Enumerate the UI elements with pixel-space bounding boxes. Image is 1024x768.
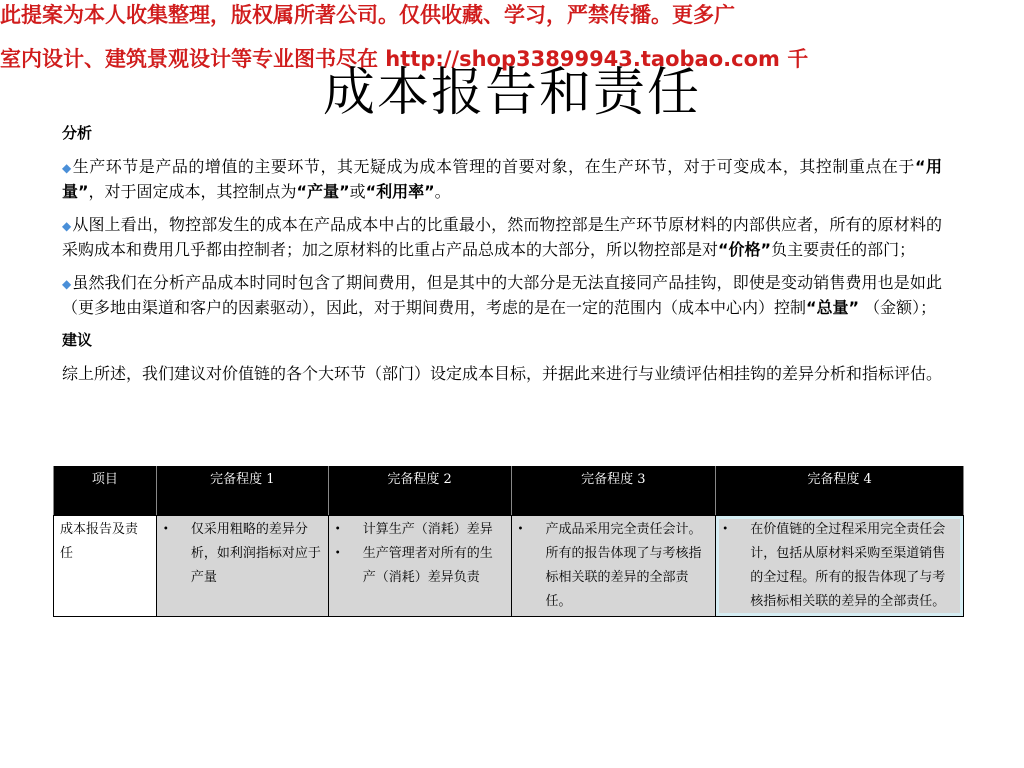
analysis-paragraph-1 [62,155,942,203]
level-4-cell [716,516,964,617]
analysis-paragraph-3 [62,271,942,319]
analysis-p1-emphasis-2: “产量” [296,182,350,201]
header-level-4: 完备程度 4 [716,466,964,516]
bullet-dot-icon: • [722,524,729,535]
level-1-cell [156,516,328,617]
recommendation-text: 综上所述，我们建议对价值链的各个大环节（部门）设定成本目标，并据此来进行与业绩评估相挂钩的差异分析和指标评估。 [62,364,943,383]
list-item-text: 产成品采用完全责任会计。所有的报告体现了与考核指标相关联的差异的全部责任。 [545,522,702,609]
analysis-p3-text-2: （金额）； [864,298,937,317]
list-item [335,518,505,542]
list-item [335,542,505,590]
content-body [62,122,942,395]
bullet-dot-icon: • [334,524,341,535]
level-3-list [518,518,710,614]
analysis-p2-text-1: 从图上看出，物控部发生的成本在产品成本中占的比重最小，然而物控部是生产环节原材料的内部供应者，所有的原材料的采购成本和费用几乎都由控制者；加之原材料的比重占产品总成本的大部分，所以物控部是对 [62,215,942,259]
diamond-bullet-icon: ◆ [62,161,72,175]
bullet-dot-icon: • [517,524,524,535]
analysis-p1-text-3: 或 [349,182,366,201]
level-2-list [335,518,505,590]
page-title: 成本报告和责任 [322,63,701,123]
bullet-dot-icon: • [162,524,169,535]
analysis-p1-text-1: 生产环节是产品的增值的主要环节，其无疑成为成本管理的首要对象，在生产环节，对于可变成本，其控制重点在于 [72,157,915,176]
list-item [518,518,710,614]
analysis-p3-text-1: 虽然我们在分析产品成本时同时包含了期间费用，但是其中的大部分是无法直接同产品挂钩，即使是变动销售费用也是如此（更多地由渠道和客户的因素驱动），因此，对于期间费用，考虑的是在一定的范围内（成本中心内）控制 [62,273,942,317]
analysis-p1-emphasis-1: “用量” [62,157,942,201]
header-item: 项目 [54,466,157,516]
diamond-bullet-icon: ◆ [62,219,72,233]
table-row [54,516,964,617]
header-level-1: 完备程度 1 [156,466,328,516]
list-item-text: 在价值链的全过程采用完全责任会计，包括从原材料采购至渠道销售的全过程。所有的报告体现了与考核指标相关联的差异的全部责任。 [750,522,946,609]
header-level-3: 完备程度 3 [511,466,716,516]
analysis-p2-emphasis-1: “价格” [718,240,772,259]
watermark-line-1: 此提案为本人收集整理，版权属所著公司。仅供收藏、学习，严禁传播。更多广 [0,3,735,27]
analysis-heading: 分析 [62,124,93,142]
watermark-line-2: 室内设计、建筑景观设计等专业图书尽在 http://shop33899943.taobao.com 千 [0,47,809,71]
analysis-p2-text-2: 负主要责任的部门； [771,240,916,259]
list-item-text: 计算生产（消耗）差异 [362,522,493,537]
maturity-table [53,466,964,617]
recommendation-heading: 建议 [62,331,93,349]
row-label: 成本报告及责任 [54,516,157,617]
analysis-p1-text-2: ，对于固定成本，其控制点为 [88,182,297,201]
level-3-cell [511,516,716,617]
analysis-p1-text-4: 。 [434,182,451,201]
list-item-text: 生产管理者对所有的生产（消耗）差异负责 [362,546,493,585]
level-4-list [722,518,957,614]
table-header-row [54,466,964,516]
list-item [722,518,957,614]
analysis-p1-emphasis-3: “利用率” [365,182,435,201]
diamond-bullet-icon: ◆ [62,277,72,291]
list-item-text: 仅采用粗略的差异分析，如利润指标对应于产量 [190,522,321,585]
header-level-2: 完备程度 2 [328,466,511,516]
list-item [163,518,322,590]
level-2-cell [328,516,511,617]
analysis-paragraph-2 [62,213,942,261]
bullet-dot-icon: • [334,548,341,559]
analysis-p3-emphasis-1: “总量” [806,298,860,317]
level-1-list [163,518,322,590]
